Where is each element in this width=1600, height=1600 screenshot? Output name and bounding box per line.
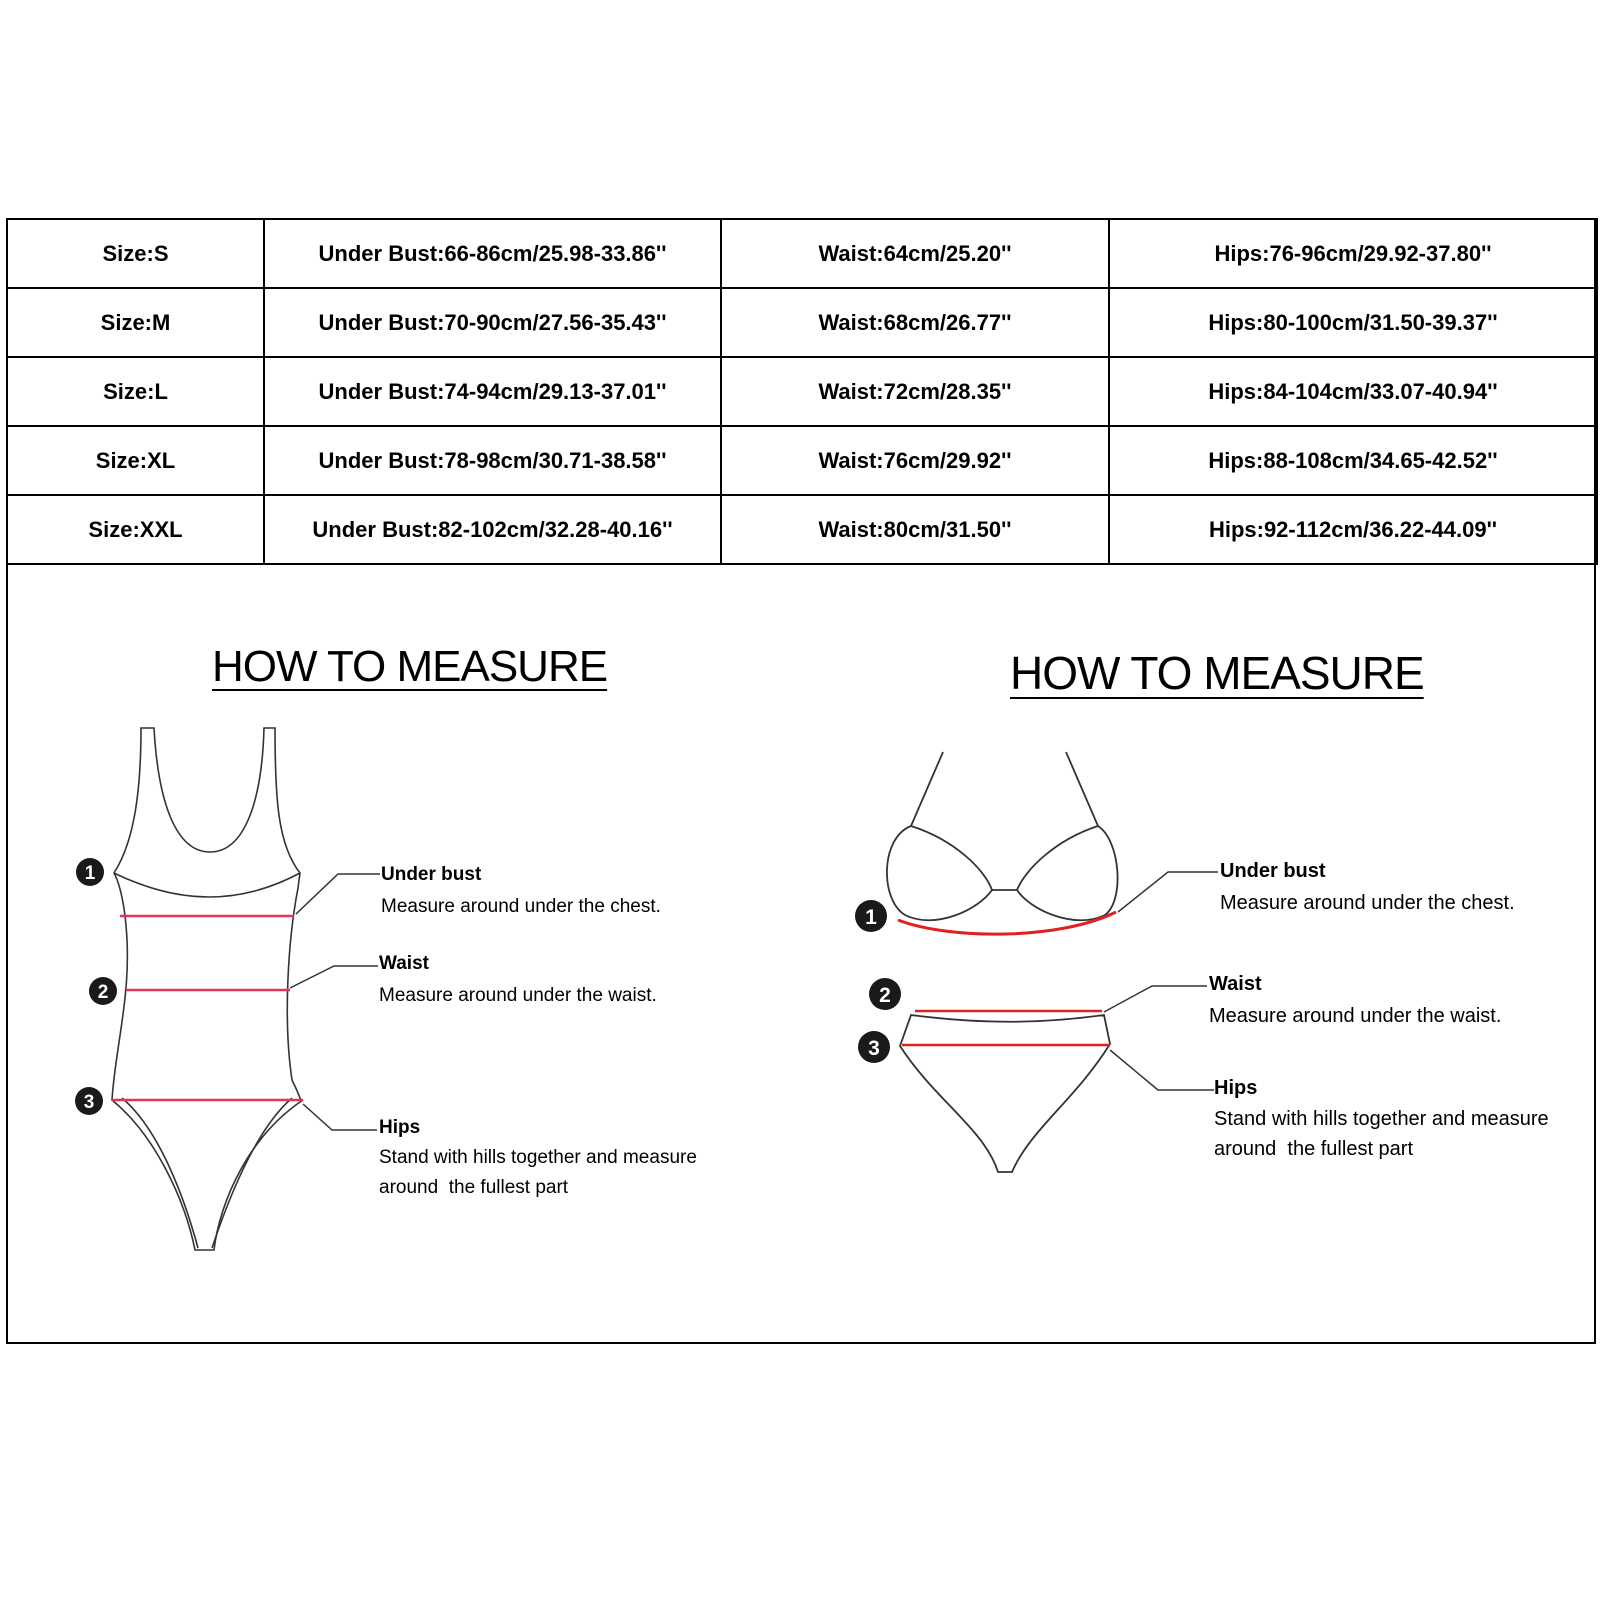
hips-leader-right [1110, 1050, 1214, 1090]
hips-leader [303, 1104, 377, 1130]
one-piece-markers [75, 858, 117, 1115]
under-bust-cell: Under Bust:74-94cm/29.13-37.01'' [264, 357, 721, 426]
under-bust-description: Measure around under the chest. [381, 896, 661, 917]
bikini-bottom-icon [900, 1015, 1110, 1172]
under-bust-description-right: Measure around under the chest. [1220, 892, 1515, 914]
bikini-top-icon [887, 752, 1118, 920]
hips-heading-right: Hips [1214, 1077, 1258, 1099]
under-bust-cell: Under Bust:66-86cm/25.98-33.86'' [264, 219, 721, 288]
size-cell: Size:L [7, 357, 264, 426]
size-cell: Size:XL [7, 426, 264, 495]
under-bust-leader-right [1118, 872, 1218, 912]
waist-cell: Waist:64cm/25.20'' [721, 219, 1109, 288]
hips-cell: Hips:80-100cm/31.50-39.37'' [1109, 288, 1597, 357]
under-bust-cell: Under Bust:82-102cm/32.28-40.16'' [264, 495, 721, 564]
under-bust-cell: Under Bust:70-90cm/27.56-35.43'' [264, 288, 721, 357]
waist-description: Measure around under the waist. [379, 985, 657, 1006]
hips-description: Stand with hills together and measure around the fullest part [379, 1147, 697, 1198]
size-cell: Size:S [7, 219, 264, 288]
waist-cell: Waist:72cm/28.35'' [721, 357, 1109, 426]
marker-3: 3 [868, 1037, 880, 1060]
waist-cell: Waist:76cm/29.92'' [721, 426, 1109, 495]
hips-cell: Hips:84-104cm/33.07-40.94'' [1109, 357, 1597, 426]
marker-2: 2 [879, 984, 891, 1007]
marker-2: 2 [97, 982, 109, 1003]
marker-3: 3 [83, 1092, 95, 1113]
waist-leader-right [1104, 986, 1207, 1012]
hips-description-right: Stand with hills together and measure around the fullest part [1214, 1108, 1549, 1160]
under-bust-heading-right: Under bust [1220, 860, 1326, 882]
bikini-markers [855, 900, 901, 1063]
waist-description-right: Measure around under the waist. [1209, 1005, 1502, 1027]
how-to-measure-title-right: HOW TO MEASURE [1010, 647, 1424, 699]
hips-cell: Hips:88-108cm/34.65-42.52'' [1109, 426, 1597, 495]
marker-1: 1 [865, 906, 877, 929]
waist-leader [290, 966, 378, 988]
waist-heading-right: Waist [1209, 973, 1262, 995]
under-bust-leader [296, 874, 380, 914]
hips-cell: Hips:92-112cm/36.22-44.09'' [1109, 495, 1597, 564]
waist-cell: Waist:68cm/26.77'' [721, 288, 1109, 357]
one-piece-leader-lines [290, 874, 380, 1130]
size-cell: Size:XXL [7, 495, 264, 564]
under-bust-measure-line-right [898, 912, 1116, 934]
bikini-leader-lines [1104, 872, 1218, 1090]
under-bust-cell: Under Bust:78-98cm/30.71-38.58'' [264, 426, 721, 495]
one-piece-measure-lines [112, 916, 303, 1100]
hips-heading: Hips [379, 1117, 421, 1138]
waist-cell: Waist:80cm/31.50'' [721, 495, 1109, 564]
bikini-measure-lines [902, 1011, 1110, 1045]
hips-cell: Hips:76-96cm/29.92-37.80'' [1109, 219, 1597, 288]
size-cell: Size:M [7, 288, 264, 357]
under-bust-heading: Under bust [381, 864, 482, 885]
how-to-measure-title-left: HOW TO MEASURE [212, 642, 608, 691]
waist-heading: Waist [379, 953, 429, 974]
marker-1: 1 [84, 863, 96, 884]
